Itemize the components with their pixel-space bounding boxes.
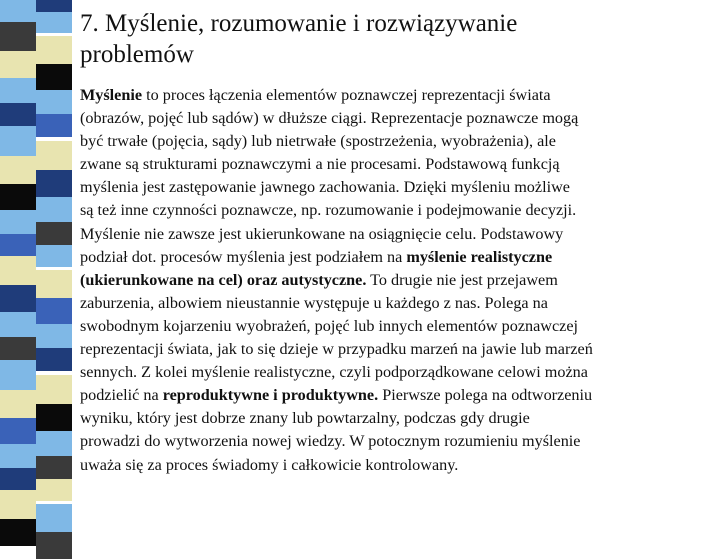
stripe-block [36, 504, 72, 533]
text-segment: prowadzi do wytworzenia nowej wiedzy. W potocznym rozumieniu myślenie [80, 432, 581, 451]
bold-term: reproduktywne i produktywne. [162, 386, 379, 405]
text-segment: zaburzenia, albowiem nieustannie występuje u każdego z nas. Polega na [80, 293, 548, 312]
bold-term: Myślenie [80, 86, 143, 104]
stripe-block [36, 114, 72, 137]
text-segment: myślenia jest zastępowanie jawnego zachowania. Dzięki myśleniu możliwe [80, 178, 570, 197]
text-segment: (obrazów, pojęć lub sądów) w dłuższe ciągi. Reprezentacje poznawcze mogą [80, 109, 579, 128]
stripe-block [0, 444, 36, 468]
text-segment: To drugie nie jest przejawem [366, 270, 558, 289]
stripe-block [36, 36, 72, 65]
body-line [80, 176, 712, 199]
text-segment: są też inne czynności poznawcze, np. rozumowanie i podejmowanie decyzji. [80, 201, 577, 220]
stripe-block [0, 337, 36, 360]
stripe-block [0, 418, 36, 444]
text-segment: wyniku, który jest dobrze znany lub powtarzalny, podczas gdy drugie [80, 409, 530, 428]
stripe-block [36, 348, 72, 371]
body-line [80, 407, 712, 430]
text-segment: to proces łączenia elementów poznawczej reprezentacji świata [142, 86, 551, 104]
stripe-block [36, 456, 72, 480]
stripe-block [0, 519, 36, 546]
slide-body-text [80, 84, 712, 477]
stripe-block [36, 170, 72, 198]
body-line [80, 130, 712, 153]
text-segment: podział dot. procesów myślenia jest podziałem na [80, 247, 407, 266]
stripe-block [0, 390, 36, 418]
stripe-block [36, 404, 72, 432]
body-line [80, 292, 712, 315]
stripe-block [36, 298, 72, 325]
decorative-stripe [0, 0, 72, 540]
stripe-block [0, 468, 36, 490]
slide-title-line-1: 7. Myślenie, rozumowanie i rozwiązywanie [80, 10, 518, 37]
body-line [80, 384, 712, 407]
body-line [80, 430, 712, 453]
body-line [80, 199, 712, 222]
text-segment: podzielić na [80, 386, 163, 405]
stripe-block [36, 197, 72, 223]
stripe-block [0, 22, 36, 51]
text-segment: reprezentacji świata, jak to się dzieje w przypadku marzeń na jawie lub marzeń [80, 340, 593, 359]
stripe-block [0, 51, 36, 78]
stripe-block [36, 431, 72, 457]
stripe-block [0, 256, 36, 285]
body-line [80, 107, 712, 130]
stripe-block [0, 103, 36, 126]
text-segment: Pierwsze polega na odtworzeniu [378, 386, 593, 405]
body-line [80, 84, 712, 107]
stripe-block [0, 156, 36, 184]
body-line [80, 223, 712, 246]
stripe-block [0, 285, 36, 312]
stripe-block [0, 210, 36, 234]
body-line [80, 315, 712, 338]
stripe-block [0, 184, 36, 210]
stripe-block [0, 360, 36, 390]
slide-title [80, 8, 700, 70]
body-line [80, 361, 712, 384]
stripe-block [36, 11, 72, 33]
stripe-block [36, 90, 72, 115]
stripe-block [0, 0, 36, 22]
stripe-block [36, 0, 72, 12]
stripe-block [0, 78, 36, 103]
stripe-block [36, 245, 72, 267]
text-segment: Myślenie nie zawsze jest ukierunkowane na osiągnięcie celu. Podstawowy [80, 224, 564, 243]
body-line [80, 153, 712, 176]
bold-term: (ukierunkowane na cel) oraz autystyczne. [80, 270, 367, 289]
text-segment: zwane są strukturami poznawczymi a nie procesami. Podstawową funkcją [80, 155, 560, 174]
stripe-block [36, 222, 72, 246]
stripe-block [0, 312, 36, 337]
bold-term: myślenie realistyczne [406, 247, 553, 266]
stripe-block [36, 141, 72, 171]
stripe-block [36, 532, 72, 559]
text-segment: uważa się za proces świadomy i całkowicie kontrolowany. [80, 455, 459, 474]
slide-title-line-2: problemów [80, 41, 194, 68]
text-segment: sennych. Z kolei myślenie realistyczne, czyli podporządkowane celowi można [80, 363, 588, 382]
stripe-block [0, 234, 36, 256]
text-segment: być trwałe (pojęcia, sądy) lub nietrwałe (spostrzeżenia, wyobrażenia), ale [80, 132, 556, 151]
body-line [80, 338, 712, 361]
stripe-block [0, 126, 36, 156]
stripe-block [36, 64, 72, 91]
stripe-block [36, 375, 72, 405]
body-line [80, 246, 712, 269]
body-line [80, 454, 712, 477]
stripe-block [36, 270, 72, 299]
stripe-block [36, 324, 72, 349]
stripe-block [0, 490, 36, 519]
text-segment: swobodnym kojarzeniu wyobrażeń, pojęć lub innych elementów poznawczej [80, 316, 579, 335]
stripe-block [36, 479, 72, 501]
body-line [80, 269, 712, 292]
